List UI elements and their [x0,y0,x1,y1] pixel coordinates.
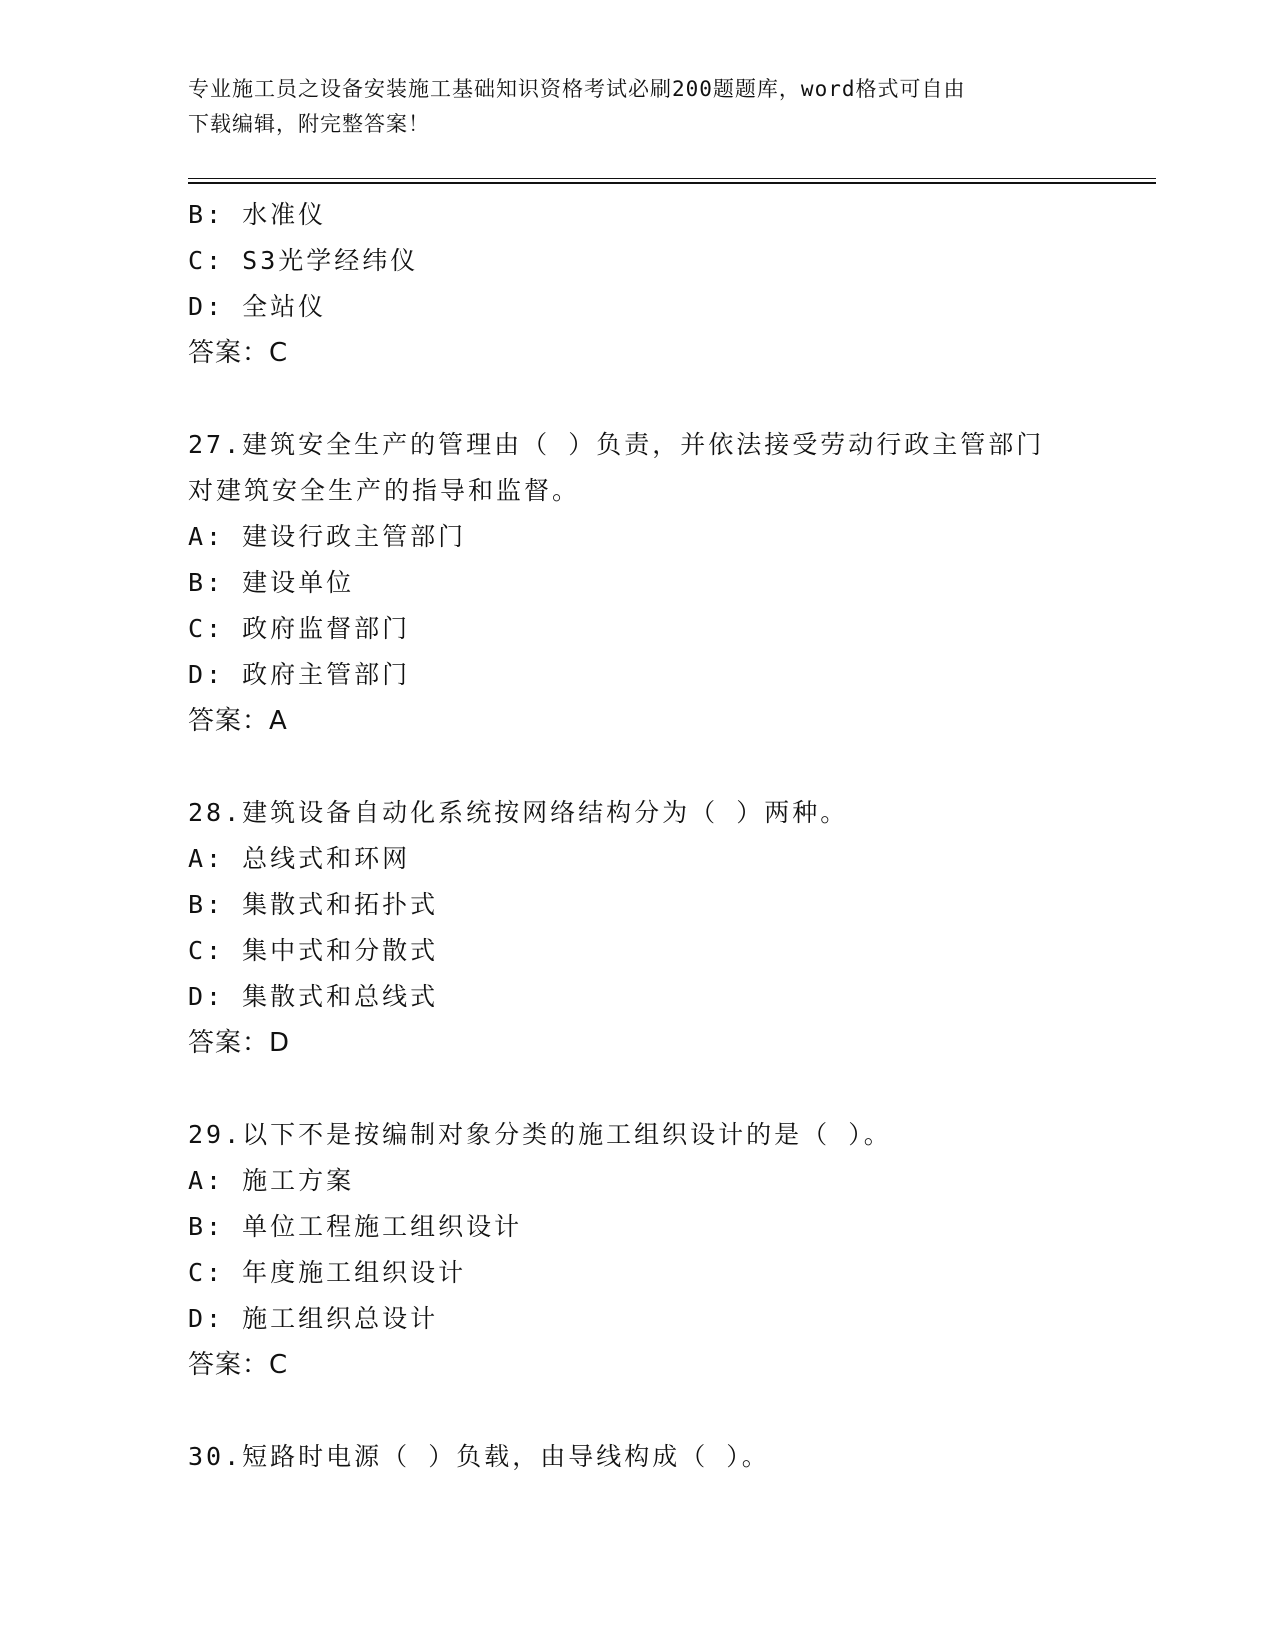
header-divider-thin [188,178,1156,179]
option-c: C: 集中式和分散式 [188,936,439,965]
option-b: B: 集散式和拓扑式 [188,890,439,919]
answer: 答案：A [188,706,288,736]
option-d: D: 政府主管部门 [188,660,411,689]
question-stem: 27.建筑安全生产的管理由（ ）负责，并依法接受劳动行政主管部门 [188,430,1045,459]
spacer [188,744,1088,790]
document-header [188,72,1088,142]
option-b: B: 单位工程施工组织设计 [188,1212,523,1241]
answer: 答案：C [188,1350,289,1380]
question-stem: 30.短路时电源（ ）负载，由导线构成（ ）。 [188,1442,770,1471]
spacer [188,1066,1088,1112]
option-b: B: 水准仪 [188,200,327,229]
option-a: A: 总线式和环网 [188,844,411,873]
option-c: C: 年度施工组织设计 [188,1258,467,1287]
answer: 答案：C [188,338,289,368]
spacer [188,376,1088,422]
option-d: D: 集散式和总线式 [188,982,439,1011]
question-stem-continued: 对建筑安全生产的指导和监督。 [188,476,581,505]
question-27 [188,422,1088,744]
option-c: C: 政府监督部门 [188,614,411,643]
question-26-tail [188,192,1088,376]
option-a: A: 施工方案 [188,1166,355,1195]
option-d: D: 全站仪 [188,292,327,321]
spacer [188,1388,1088,1434]
answer: 答案：D [188,1028,291,1058]
question-list [188,192,1088,1480]
header-divider-thick [188,182,1156,184]
option-b: B: 建设单位 [188,568,355,597]
option-a: A: 建设行政主管部门 [188,522,467,551]
header-line-2: 下载编辑，附完整答案！ [188,112,430,136]
question-stem: 28.建筑设备自动化系统按网络结构分为（ ）两种。 [188,798,849,827]
option-c: C: S3光学经纬仪 [188,246,419,275]
question-stem: 29.以下不是按编制对象分类的施工组织设计的是（ ）。 [188,1120,892,1149]
question-30 [188,1434,1088,1480]
question-28 [188,790,1088,1066]
option-d: D: 施工组织总设计 [188,1304,439,1333]
header-line-1: 专业施工员之设备安装施工基础知识资格考试必刷200题题库，word格式可自由 [188,77,966,101]
question-29 [188,1112,1088,1388]
